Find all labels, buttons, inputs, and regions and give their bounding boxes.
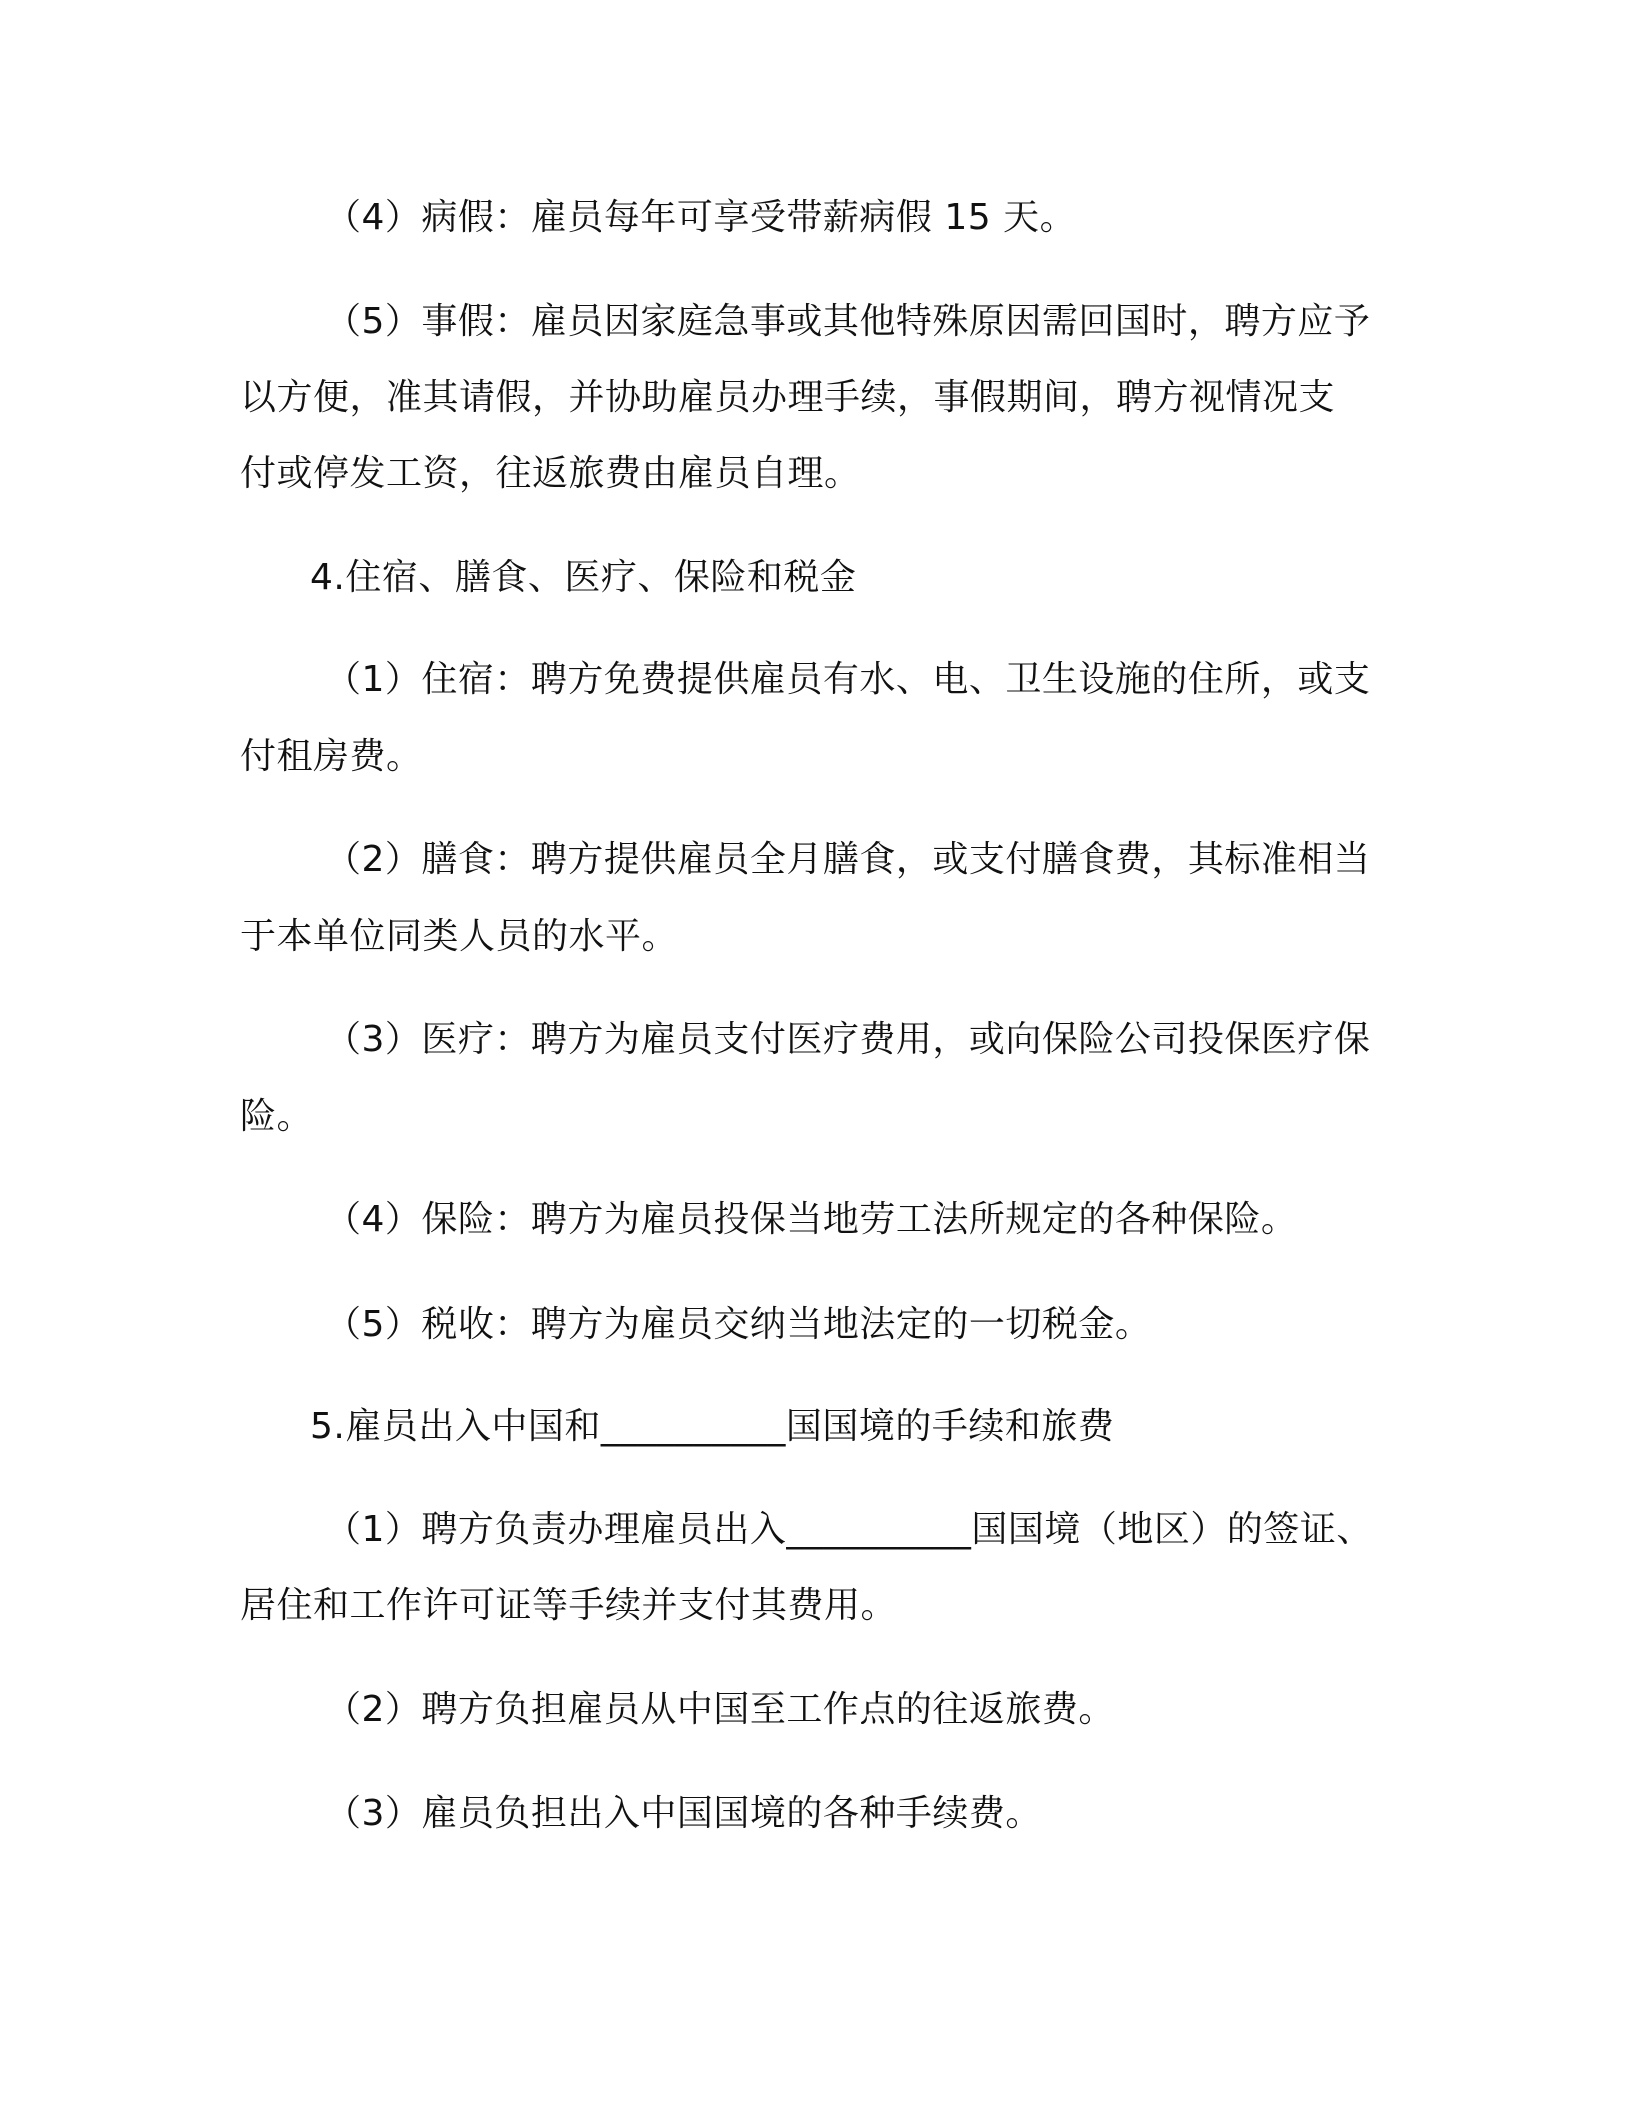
paragraph-line: 居住和工作许可证等手续并支付其费用。	[240, 1585, 898, 1626]
paragraph-line: （5）事假：雇员因家庭急事或其他特殊原因需回国时，聘方应予	[325, 301, 1371, 342]
paragraph-line: 于本单位同类人员的水平。	[240, 916, 679, 957]
paragraph-line: （1）住宿：聘方免费提供雇员有水、电、卫生设施的住所，或支	[325, 659, 1371, 700]
section-heading: 4.住宿、膳食、医疗、保险和税金	[310, 557, 857, 598]
paragraph-line: （4）病假：雇员每年可享受带薪病假 15 天。	[325, 197, 1077, 238]
paragraph-line: 付或停发工资，往返旅费由雇员自理。	[240, 453, 861, 494]
paragraph-line: （5）税收：聘方为雇员交纳当地法定的一切税金。	[325, 1304, 1152, 1345]
paragraph-line: （1）聘方负责办理雇员出入__________国国境（地区）的签证、	[325, 1509, 1373, 1550]
paragraph-line: 以方便，准其请假，并协助雇员办理手续，事假期间，聘方视情况支	[240, 377, 1336, 418]
paragraph-line: （3）雇员负担出入中国国境的各种手续费。	[325, 1793, 1042, 1834]
paragraph-line: （3）医疗：聘方为雇员支付医疗费用，或向保险公司投保医疗保	[325, 1019, 1371, 1060]
section-heading: 5.雇员出入中国和__________国国境的手续和旅费	[310, 1406, 1115, 1447]
paragraph-line: 险。	[240, 1096, 314, 1137]
paragraph-line: （4）保险：聘方为雇员投保当地劳工法所规定的各种保险。	[325, 1199, 1298, 1240]
paragraph-line: 付租房费。	[240, 736, 423, 777]
paragraph-line: （2）膳食：聘方提供雇员全月膳食，或支付膳食费，其标准相当	[325, 839, 1371, 880]
paragraph-line: （2）聘方负担雇员从中国至工作点的往返旅费。	[325, 1689, 1115, 1730]
